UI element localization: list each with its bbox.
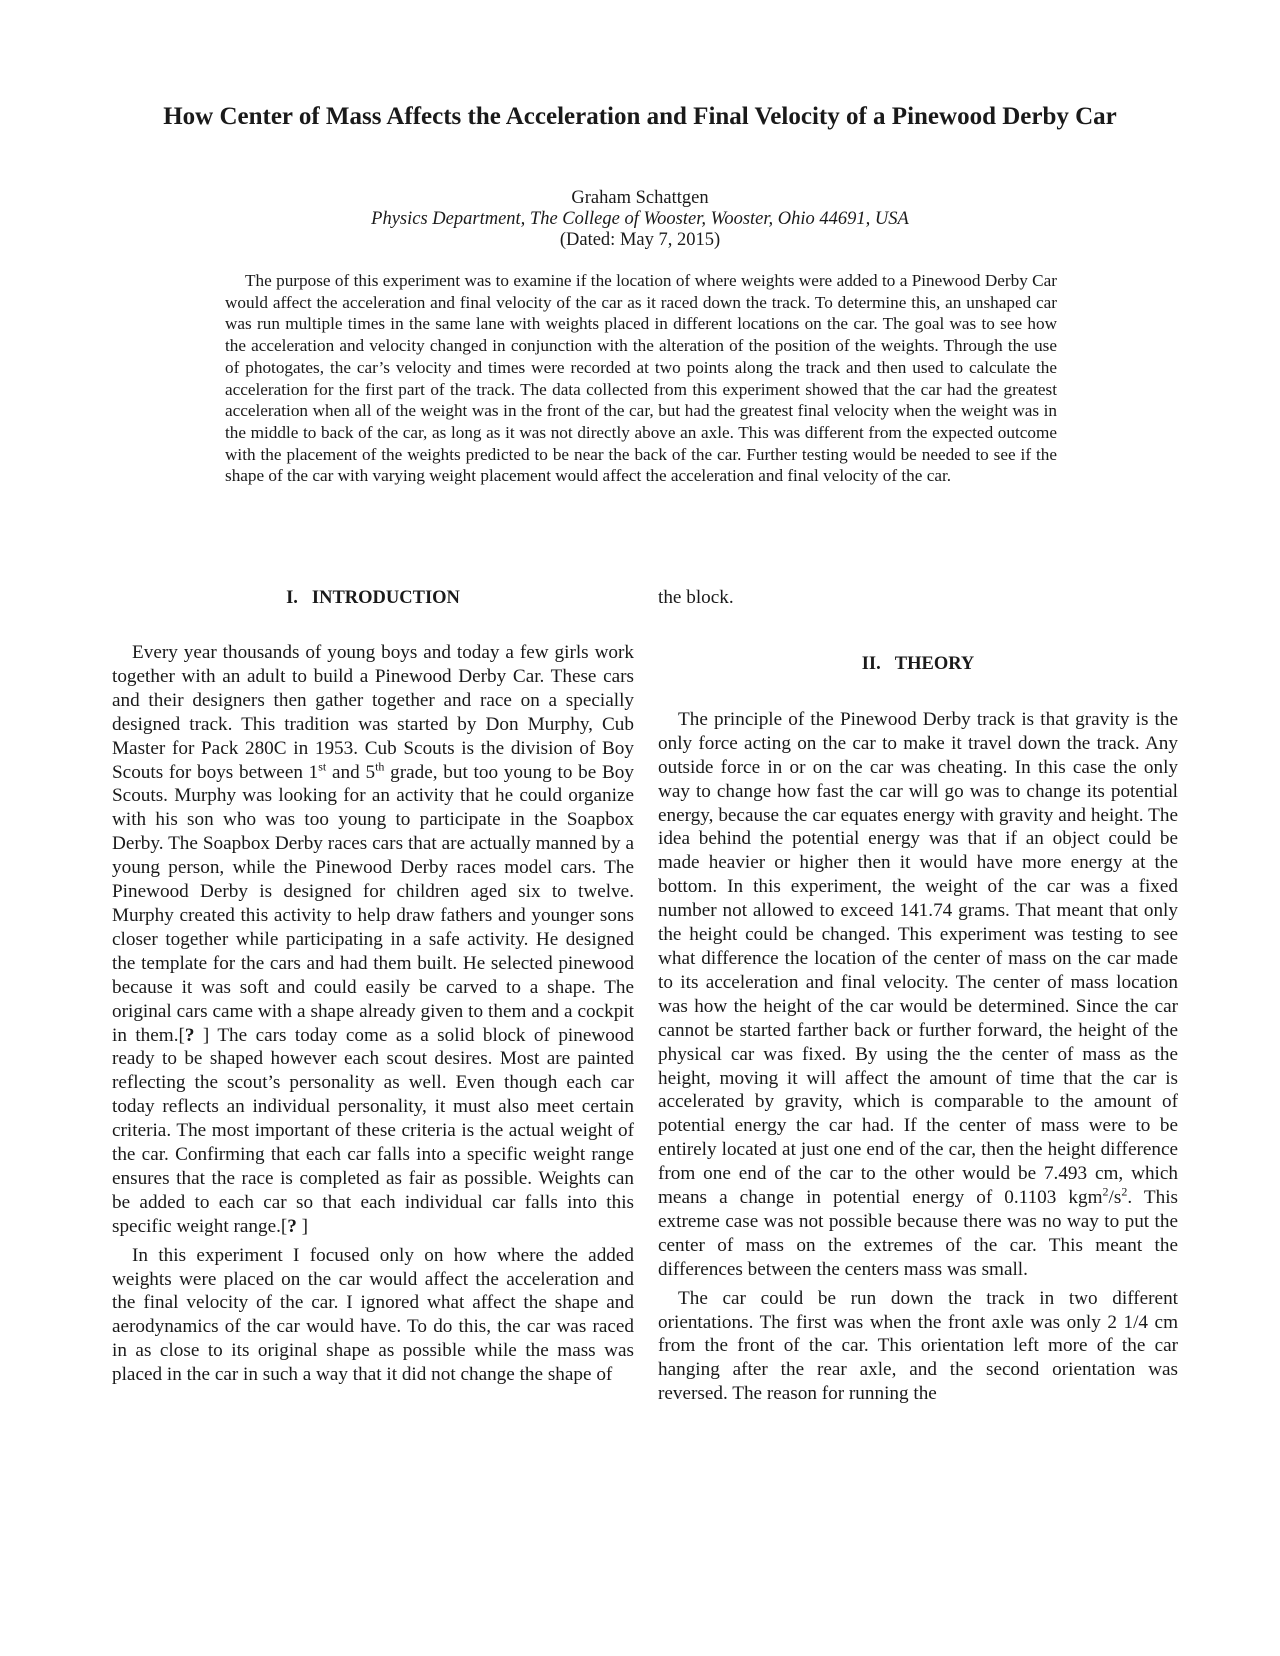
citation-marker: ?	[287, 1215, 297, 1237]
section-heading-introduction: I. INTRODUCTION	[286, 588, 460, 608]
paper-title: How Center of Mass Affects the Acceleration and Final Velocity of a Pinewood Derby Car	[163, 103, 1117, 130]
author-block	[100, 188, 1180, 251]
theory-paragraph-1: The principle of the Pinewood Derby track is that gravity is the only force acting on the car to make it travel down the track. Any outside force in or on the car was cheating. In this case the only way to change how fast the car will go was to change its potential energy, because the car equates energy with gravity and height. The idea behind the potential energy was that if an object could be made heavier or higher then it would have more energy at the bottom. In this experiment, the weight of the car was a fixed number not allowed to exceed 141.74 grams. That meant that only the height could be changed. This experiment was testing to see what difference the location of the center of mass on the car made to its acceleration and final velocity. The center of mass location was how the height of the car would be determined. Since the car cannot be started farther back or further forward, the height of the physical car was fixed. By using the the center of mass as the height, moving it will affect the amount of time that the car is accelerated by gravity, which is comparable to the amount of potential energy the car had. If the center of mass were to be entirely located at just one end of the car, then the height difference from one end of the car to the other would be 7.493 cm, which means a change in potential energy of 0.1103 $kgm^2/s^2$. This extreme case was not possible because there was no way to put the center of mass on the extremes of the car. This meant the differences between the centers mass was small.	[658, 708, 1178, 1280]
intro-paragraph-2-continued: the block.	[658, 587, 734, 608]
section-heading-theory: II. THEORY	[861, 653, 975, 674]
theory-paragraph-2: The car could be run down the track in two different orientations. The first was when the front axle was only 2 1/4 cm from the front of the car. This orientation left more of the car hanging after the rear axle, and the second orientation was reversed. The reason for running the	[658, 1287, 1178, 1405]
left-column	[112, 586, 634, 1387]
author-affiliation: Physics Department, The College of Wooster, Wooster, Ohio 44691, USA	[371, 209, 909, 229]
author-name: Graham Schattgen	[571, 188, 709, 208]
abstract: The purpose of this experiment was to examine if the location of where weights were added to a Pinewood Derby Car would affect the acceleration and final velocity of the car as it raced down the track. To determine this, an unshaped car was run multiple times in the same lane with weights placed in different locations on the car. The goal was to see how the acceleration and velocity changed in conjunction with the alteration of the position of the weights. Through the use of photogates, the car’s velocity and times were recorded at two points along the track and then used to calculate the acceleration for the first part of the track. The data collected from this experiment showed that the car had the greatest acceleration when all of the weight was in the front of the car, but had the greatest final velocity when the weight was in the middle to back of the car, as long as it was not directly above an axle. This was different from the expected outcome with the placement of the weights predicted to be near the back of the car. Further testing would be needed to see if the shape of the car with varying weight placement would affect the acceleration and final velocity of the car.	[225, 271, 1057, 486]
right-column	[658, 586, 1178, 1406]
intro-paragraph-2: In this experiment I focused only on how where the added weights were placed on the car would affect the acceleration and the final velocity of the car. I ignored what affect the shape and aerodynamics of the car would have. To do this, the car was raced in as close to its original shape as possible while the mass was placed in the car in such a way that it did not change the shape of	[112, 1244, 634, 1386]
citation-marker: ?	[184, 1024, 195, 1046]
date-line: (Dated: May 7, 2015)	[559, 230, 721, 250]
intro-paragraph-1: Every year thousands of young boys and today a few girls work together with an adult to build a Pinewood Derby Car. These cars and their designers then gather together and race on a specially designed track. This tradition was started by Don Murphy, Cub Master for Pack 280C in 1953. Cub Scouts is the division of Boy Scouts for boys between 1st and 5th grade, but too young to be Boy Scouts. Murphy was looking for an activity that he could organize with his son who was too young to participate in the Soapbox Derby. The Soapbox Derby races cars that are actually manned by a young person, while the Pinewood Derby races model cars. The Pinewood Derby is designed for children aged six to twelve. Murphy created this activity to help draw fathers and younger sons closer together while participating in a safe activity. He designed the template for the cars and had them built. He selected pinewood because it was soft and could easily be carved to a shape. The original cars came with a shape already given to them and a cockpit in them.[? ] The cars today come as a solid block of pinewood ready to be shaped however each scout desires. Most are painted reflecting the scout’s personality as well. Even though each car today reflects an individual personality, it must also meet certain criteria. The most important of these criteria is the actual weight of the car. Confirming that each car falls into a specific weight range ensures that the race is completed as fair as possible. Weights can be added to each car so that each individual car falls into this specific weight range.[? ]	[112, 642, 634, 1237]
